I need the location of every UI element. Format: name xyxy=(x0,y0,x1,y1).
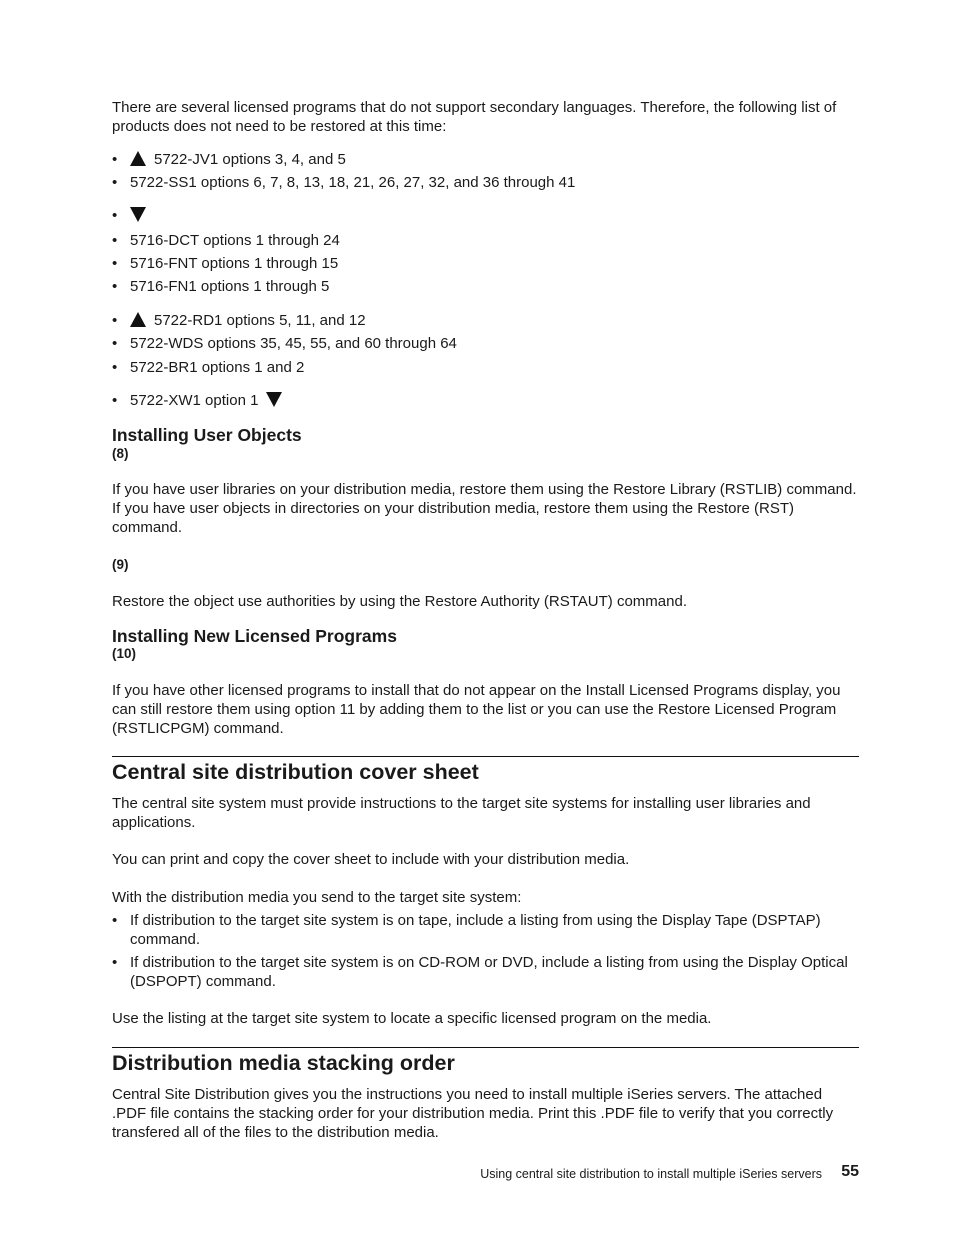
paragraph: Use the listing at the target site system to locate a specific licensed program on the media. xyxy=(112,1010,712,1027)
document-page: There are several licensed programs that do not support secondary languages. Therefore, the following list of products does not need to be restored at this time: • 5722-JV1 options 3, 4, and 5 • 5722-SS1 options 6, 7, 8, 13, 18, 21, 26, 27, 32, and 36 through 41 • • 5716-DCT options 1 through 24 • 5716-FNT options 1 through 15 • 5716-FN1 options 1 through 5 • 5722-RD1 options 5, 11, and 12 • 5722-WDS options 35, 45, 55, and 60 through 64 • 5722-BR1 options 1 and 2 • 5722-XW1 option 1 Installing User Objects (8) If you have user libraries on your distribution media, restore them using the Restore Library (RSTLIB) command. If you have user objects in directories on your distribution media, restore them using the Restore (RST) command. (9) Restore the object use authorities by using the Restore Authority (RSTAUT) command. Installing New Licensed Programs (10) If you have other licensed programs to install that do not appear on the Install Licensed Programs display, you can still restore them using option 11 by adding them to the list or you can use the Restore Licensed Program (RSTLICPGM) command. Central site distribution cover sheet The central site system must provide instructions to the target site systems for installing user libraries and applications. You can print and copy the cover sheet to include with your distribution media. With the distribution media you send to the target site system: • If distribution to the target site system is on tape, include a listing from using the Display Tape (DSPTAP) command. • If distribution to the target site system is on CD-ROM or DVD, include a listing from using the Display Optical (DSPOPT) command. Use the listing at the target site system to locate a specific licensed program on the media. Distribution media stacking order Central Site Distribution gives you the instructions you need to install multiple iSeries servers. The attached .PDF file contains the stacking order for your distribution media. Print this .PDF file to verify that you correctly transfered all of the files to the distribution media. Using central site distribution to install multiple iSeries servers 55 xyxy=(112,99,859,1181)
step-reference: (9) xyxy=(112,557,129,572)
step-reference: (8) xyxy=(112,446,129,461)
section-title: Central site distribution cover sheet xyxy=(112,760,479,784)
paragraph: If you have other licensed programs to install that do not appear on the Install Licensed Programs display, you can still restore them using option 11 by adding them to the list or you can use the Restore Licensed Program (RSTLICPGM) command. xyxy=(112,682,841,737)
change-start-icon xyxy=(130,151,146,166)
step-reference: (10) xyxy=(112,646,137,661)
section-heading: Installing New Licensed Programs xyxy=(112,626,397,646)
change-start-icon xyxy=(130,312,146,327)
paragraph: You can print and copy the cover sheet to include with your distribution media. xyxy=(112,851,630,868)
running-footer: Using central site distribution to install multiple iSeries servers xyxy=(480,1167,822,1181)
section-divider xyxy=(112,1047,859,1048)
paragraph: The central site system must provide instructions to the target site systems for installing user libraries and applications. xyxy=(112,795,811,831)
paragraph: If you have user libraries on your distribution media, restore them using the Restore Library (RSTLIB) command. If you have user objects in directories on your distribution media, restore them using the Restore (RST) command. xyxy=(112,481,857,536)
section-divider xyxy=(112,756,859,757)
intro-paragraph: There are several licensed programs that do not support secondary languages. Therefore, the following list of products does not need to be restored at this time: xyxy=(112,99,837,135)
paragraph: Central Site Distribution gives you the instructions you need to install multiple iSeries servers. The attached .PDF file contains the stacking order for your distribution media. Print this .PDF file to verify that you correctly transfered all of the files to the distribution media. xyxy=(112,1086,834,1141)
section-title: Distribution media stacking order xyxy=(112,1051,455,1075)
change-end-icon xyxy=(266,392,282,407)
page-number: 55 xyxy=(841,1163,859,1180)
section-heading: Installing User Objects xyxy=(112,425,302,445)
paragraph: Restore the object use authorities by using the Restore Authority (RSTAUT) command. xyxy=(112,593,687,610)
change-end-icon xyxy=(130,207,146,222)
paragraph: With the distribution media you send to the target site system: xyxy=(112,889,522,906)
